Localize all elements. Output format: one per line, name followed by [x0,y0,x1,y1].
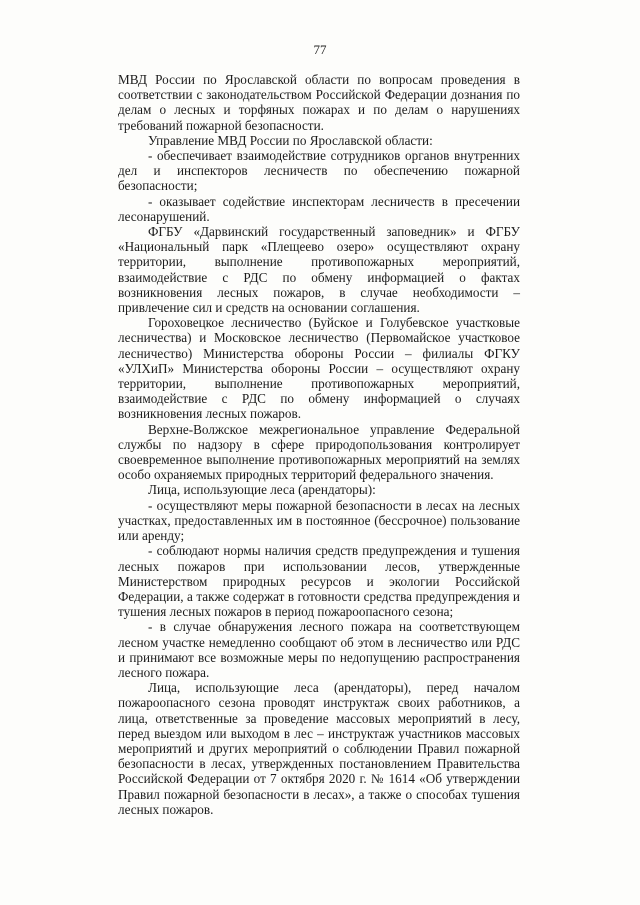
paragraph: Управление МВД России по Ярославской области: [148,132,433,148]
page-number: 77 [313,42,327,57]
paragraph: - обеспечивает взаимодействие сотрудников органов внутренних дел и инспекторов лесничеств по обеспечению пожарной безопасности; [118,148,520,194]
paragraph: - соблюдают нормы наличия средств предупреждения и тушения лесных пожаров при использовании лесов, утвержденные Министерством природных ресурсов и экологии Российской Федерации, а также содержат в готовности средства предупреждения и тушения лесных пожаров в период пожароопасного сезона; [118,543,520,620]
paragraph: - осуществляют меры пожарной безопасности в лесах на лесных участках, предоставленных им в постоянное (бессрочное) пользование или аренду; [118,497,520,544]
paragraph: МВД России по Ярославской области по вопросам проведения в соответствии с законодательством Российской Федерации дознания по делам о лесных и торфяных пожарах и по делам о нарушениях требований пожарной безопасности. [118,72,520,133]
paragraph: - оказывает содействие инспекторам лесничеств в пресечении лесонарушений. [118,193,520,224]
paragraph: Лица, использующие леса (арендаторы), перед началом пожароопасного сезона проводят инструктаж своих работников, а лица, ответственные за проведение массовых мероприятий в лесу, перед выездом или выходом в лес – инструктаж участников массовых мероприятий и других мероприятий о соблюдении Правил пожарной безопасности в лесах, утвержденных постановлением Правительства Российской Федерации от 7 октября 2020 г. № 1614 «Об утверждении Правил пожарной безопасности в лесах», а также о способах тушения лесных пожаров. [118,680,520,817]
paragraph: Лица, использующие леса (арендаторы): [148,482,376,498]
paragraph: Гороховецкое лесничество (Буйское и Голубевское участковые лесничества) и Московское лесничество (Первомайское участковое лесничество) Министерства обороны России – филиалы ФГКУ «УЛХиП» Министерства обороны России – осуществляют охрану территории, выполнение противопожарных мероприятий, взаимодействие с РДС по обмену информацией о случаях возникновения лесных пожаров. [118,315,520,422]
paragraph: - в случае обнаружения лесного пожара на соответствующем лесном участке немедленно сообщают об этом в лесничество или РДС и принимают все возможные меры по недопущению распространения лесного пожара. [118,619,520,680]
document-body [118,72,520,817]
paragraph: ФГБУ «Дарвинский государственный заповедник» и ФГБУ «Национальный парк «Плещеево озеро» осуществляют охрану территории, выполнение противопожарных мероприятий, взаимодействие с РДС по обмену информацией о фактах возникновения лесных пожаров, в случае необходимости – привлечение сил и средств на основании соглашения. [118,224,520,316]
paragraph: Верхне-Волжское межрегиональное управление Федеральной службы по надзору в сфере природопользования контролирует своевременное выполнение противопожарных мероприятий на землях особо охраняемых природных территорий федерального значения. [118,421,520,483]
